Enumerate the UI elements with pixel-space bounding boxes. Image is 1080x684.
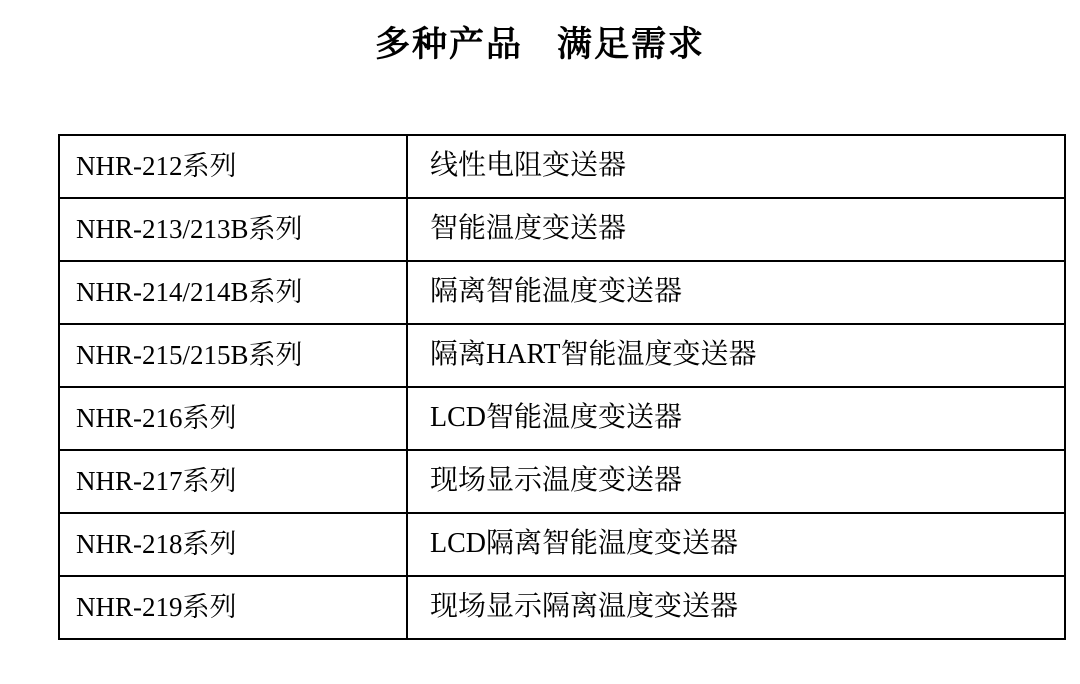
table-row <box>59 387 1065 450</box>
page-title <box>0 22 1080 68</box>
product-table-body <box>59 135 1065 639</box>
product-description: 现场显示隔离温度变送器 <box>407 576 1065 639</box>
table-row <box>59 261 1065 324</box>
product-description: LCD隔离智能温度变送器 <box>407 513 1065 576</box>
product-table <box>58 134 1066 640</box>
product-description: 智能温度变送器 <box>407 198 1065 261</box>
product-description: 现场显示温度变送器 <box>407 450 1065 513</box>
table-row <box>59 513 1065 576</box>
product-description: LCD智能温度变送器 <box>407 387 1065 450</box>
table-row <box>59 576 1065 639</box>
product-model: NHR-214/214B系列 <box>59 261 407 324</box>
table-row <box>59 135 1065 198</box>
table-row <box>59 198 1065 261</box>
page-title-part1: 多种产品 <box>374 25 523 64</box>
product-model: NHR-216系列 <box>59 387 407 450</box>
product-model: NHR-212系列 <box>59 135 407 198</box>
table-row <box>59 450 1065 513</box>
product-model: NHR-215/215B系列 <box>59 324 407 387</box>
product-model: NHR-217系列 <box>59 450 407 513</box>
page-title-part2: 满足需求 <box>557 25 706 64</box>
document-page <box>0 22 1080 684</box>
product-table-container <box>58 134 1022 640</box>
product-description: 隔离HART智能温度变送器 <box>407 324 1065 387</box>
product-model: NHR-218系列 <box>59 513 407 576</box>
product-description: 线性电阻变送器 <box>407 135 1065 198</box>
product-description: 隔离智能温度变送器 <box>407 261 1065 324</box>
product-model: NHR-213/213B系列 <box>59 198 407 261</box>
table-row <box>59 324 1065 387</box>
product-model: NHR-219系列 <box>59 576 407 639</box>
